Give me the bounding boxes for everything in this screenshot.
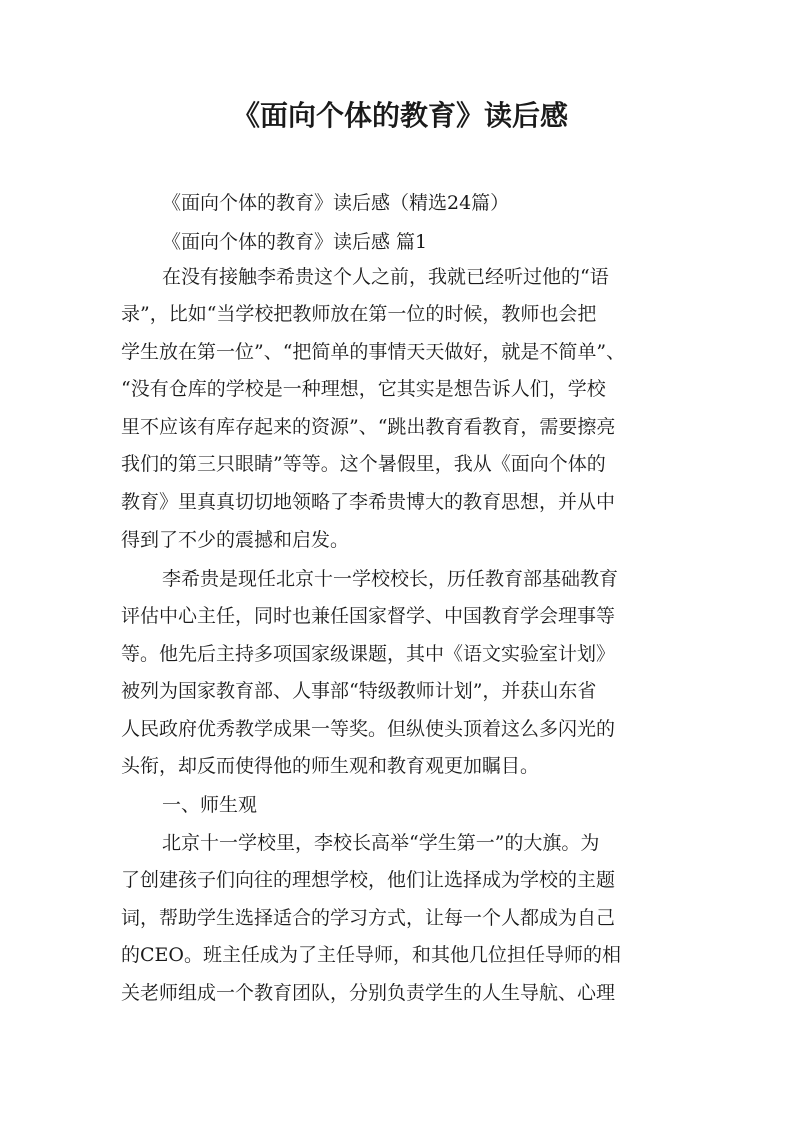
- paragraph-line: 头衔，却反而使得他的师生观和教育观更加瞩目。: [121, 755, 540, 777]
- paragraph-line: 评估中心主任，同时也兼任国家督学、中国教育学会理事等: [121, 605, 616, 627]
- section-heading: 一、师生观: [162, 794, 258, 816]
- paragraph-line: 人民政府优秀教学成果一等奖。但纵使头顶着这么多闪光的: [121, 718, 616, 740]
- paragraph-line: 的CEO。班主任成为了主任导师，和其他几位担任导师的相: [121, 944, 621, 966]
- paragraph-line: 在没有接触李希贵这个人之前，我就已经听过他的“语: [162, 266, 609, 288]
- subtitle-line: 《面向个体的教育》读后感（精选24篇）: [162, 192, 510, 214]
- paragraph-line: 录”，比如“当学校把教师放在第一位的时候，教师也会把: [121, 303, 597, 325]
- document-title: 《面向个体的教育》读后感: [231, 99, 568, 132]
- paragraph-line: 得到了不少的震撼和启发。: [121, 529, 350, 551]
- paragraph-line: “没有仓库的学校是一种理想，它其实是想告诉人们，学校: [121, 378, 606, 400]
- paragraph-line: 教育》里真真切切地领略了李希贵博大的教育思想，并从中: [121, 491, 616, 513]
- paragraph-line: 我们的第三只眼睛”等等。这个暑假里，我从《面向个体的: [121, 453, 606, 475]
- paragraph-line: 李希贵是现任北京十一学校校长，历任教育部基础教育: [162, 568, 619, 590]
- paragraph-line: 等。他先后主持多项国家级课题，其中《语文实验室计划》: [121, 643, 616, 665]
- paragraph-line: 词，帮助学生选择适合的学习方式，让每一个人都成为自己: [121, 907, 616, 929]
- paragraph-line: 关老师组成一个教育团队，分别负责学生的人生导航、心理: [121, 982, 616, 1004]
- paragraph-line: 里不应该有库存起来的资源”、“跳出教育看教育，需要擦亮: [121, 416, 616, 438]
- section-heading: 《面向个体的教育》读后感 篇1: [162, 231, 428, 253]
- paragraph-line: 学生放在第一位”、“把简单的事情天天做好，就是不简单”、: [121, 341, 626, 363]
- paragraph-line: 了创建孩子们向往的理想学校，他们让选择成为学校的主题: [121, 869, 616, 891]
- paragraph-line: 北京十一学校里，李校长高举“学生第一”的大旗。为: [162, 832, 600, 854]
- paragraph-line: 被列为国家教育部、人事部“特级教师计划”，并获山东省: [121, 680, 597, 702]
